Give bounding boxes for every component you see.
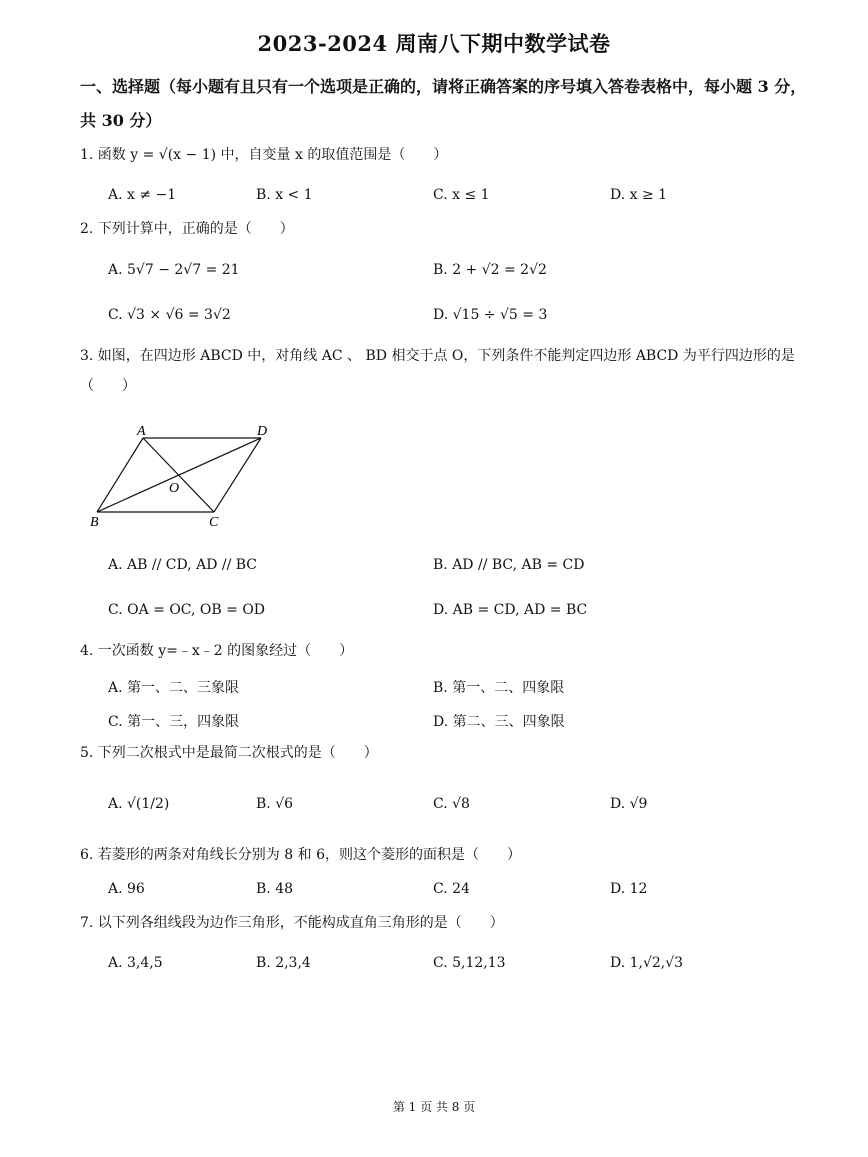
question-3-stem: 3. 如图，在四边形 ABCD 中，对角线 AC 、 BD 相交于点 O，下列条件不能判定四边形 ABCD 为平行四边形的是（ ） (80, 348, 795, 394)
question-5-option-b: B. √6 (256, 796, 294, 812)
question-5-stem: 5. 下列二次根式中是最简二次根式的是（ ） (80, 745, 378, 761)
question-6-option-c: C. 24 (433, 881, 470, 897)
question-7-option-c: C. 5,12,13 (433, 955, 506, 971)
label-b: B (90, 515, 99, 530)
question-4-option-a: A. 第一、二、三象限 (108, 680, 240, 696)
label-c: C (209, 515, 219, 530)
question-7-option-b: B. 2,3,4 (256, 955, 311, 971)
question-3-option-b: B. AD // BC, AB = CD (433, 557, 585, 573)
question-4-option-d: D. 第二、三、四象限 (433, 714, 565, 730)
question-6-stem: 6. 若菱形的两条对角线长分别为 8 和 6，则这个菱形的面积是（ ） (80, 847, 521, 863)
diagonal-bd (97, 438, 261, 512)
label-d: D (257, 424, 268, 439)
question-2-option-c: C. √3 × √6 = 3√2 (108, 307, 231, 323)
question-2-option-b: B. 2 + √2 = 2√2 (433, 262, 547, 278)
side-ab (97, 438, 143, 512)
question-4-option-b: B. 第一、二、四象限 (433, 680, 565, 696)
question-5-option-a: A. √(1/2) (108, 796, 170, 812)
question-3-option-c: C. OA = OC, OB = OD (108, 602, 266, 618)
question-6-option-a: A. 96 (108, 881, 145, 897)
question-4-stem: 4. 一次函数 y=﹣x﹣2 的图象经过（ ） (80, 643, 354, 659)
question-7-option-d: D. 1,√2,√3 (610, 955, 684, 971)
question-1-option-b: B. x < 1 (256, 187, 313, 203)
question-7-stem: 7. 以下列各组线段为边作三角形，不能构成直角三角形的是（ ） (80, 915, 504, 931)
question-7-option-a: A. 3,4,5 (108, 955, 163, 971)
label-o: O (169, 481, 180, 496)
question-2-stem: 2. 下列计算中，正确的是（ ） (80, 221, 294, 237)
question-3-option-d: D. AB = CD, AD = BC (433, 602, 588, 618)
question-1-option-c: C. x ≤ 1 (433, 187, 490, 203)
parallelogram-figure (85, 420, 285, 530)
section-title: 一、选择题（每小题有且只有一个选项是正确的，请将正确答案的序号填入答卷表格中，每小题 3 分，共 30 分） (80, 77, 807, 130)
question-2-option-a: A. 5√7 − 2√7 = 21 (108, 262, 240, 278)
question-6-option-d: D. 12 (610, 881, 648, 897)
question-4-option-c: C. 第一、三，四象限 (108, 714, 240, 730)
question-5-option-d: D. √9 (610, 796, 648, 812)
question-5-option-c: C. √8 (433, 796, 470, 812)
label-a: A (137, 424, 146, 439)
question-3-option-a: A. AB // CD, AD // BC (108, 557, 258, 573)
question-1-option-d: D. x ≥ 1 (610, 187, 668, 203)
question-2-option-d: D. √15 ÷ √5 = 3 (433, 307, 548, 323)
question-1-option-a: A. x ≠ −1 (108, 187, 177, 203)
page-title: 2023-2024 周南八下期中数学试卷 (257, 31, 611, 56)
question-6-option-b: B. 48 (256, 881, 294, 897)
question-1-stem: 1. 函数 y = √(x − 1) 中，自变量 x 的取值范围是（ ） (80, 147, 448, 163)
page-footer: 第 1 页 共 8 页 (392, 1100, 476, 1114)
